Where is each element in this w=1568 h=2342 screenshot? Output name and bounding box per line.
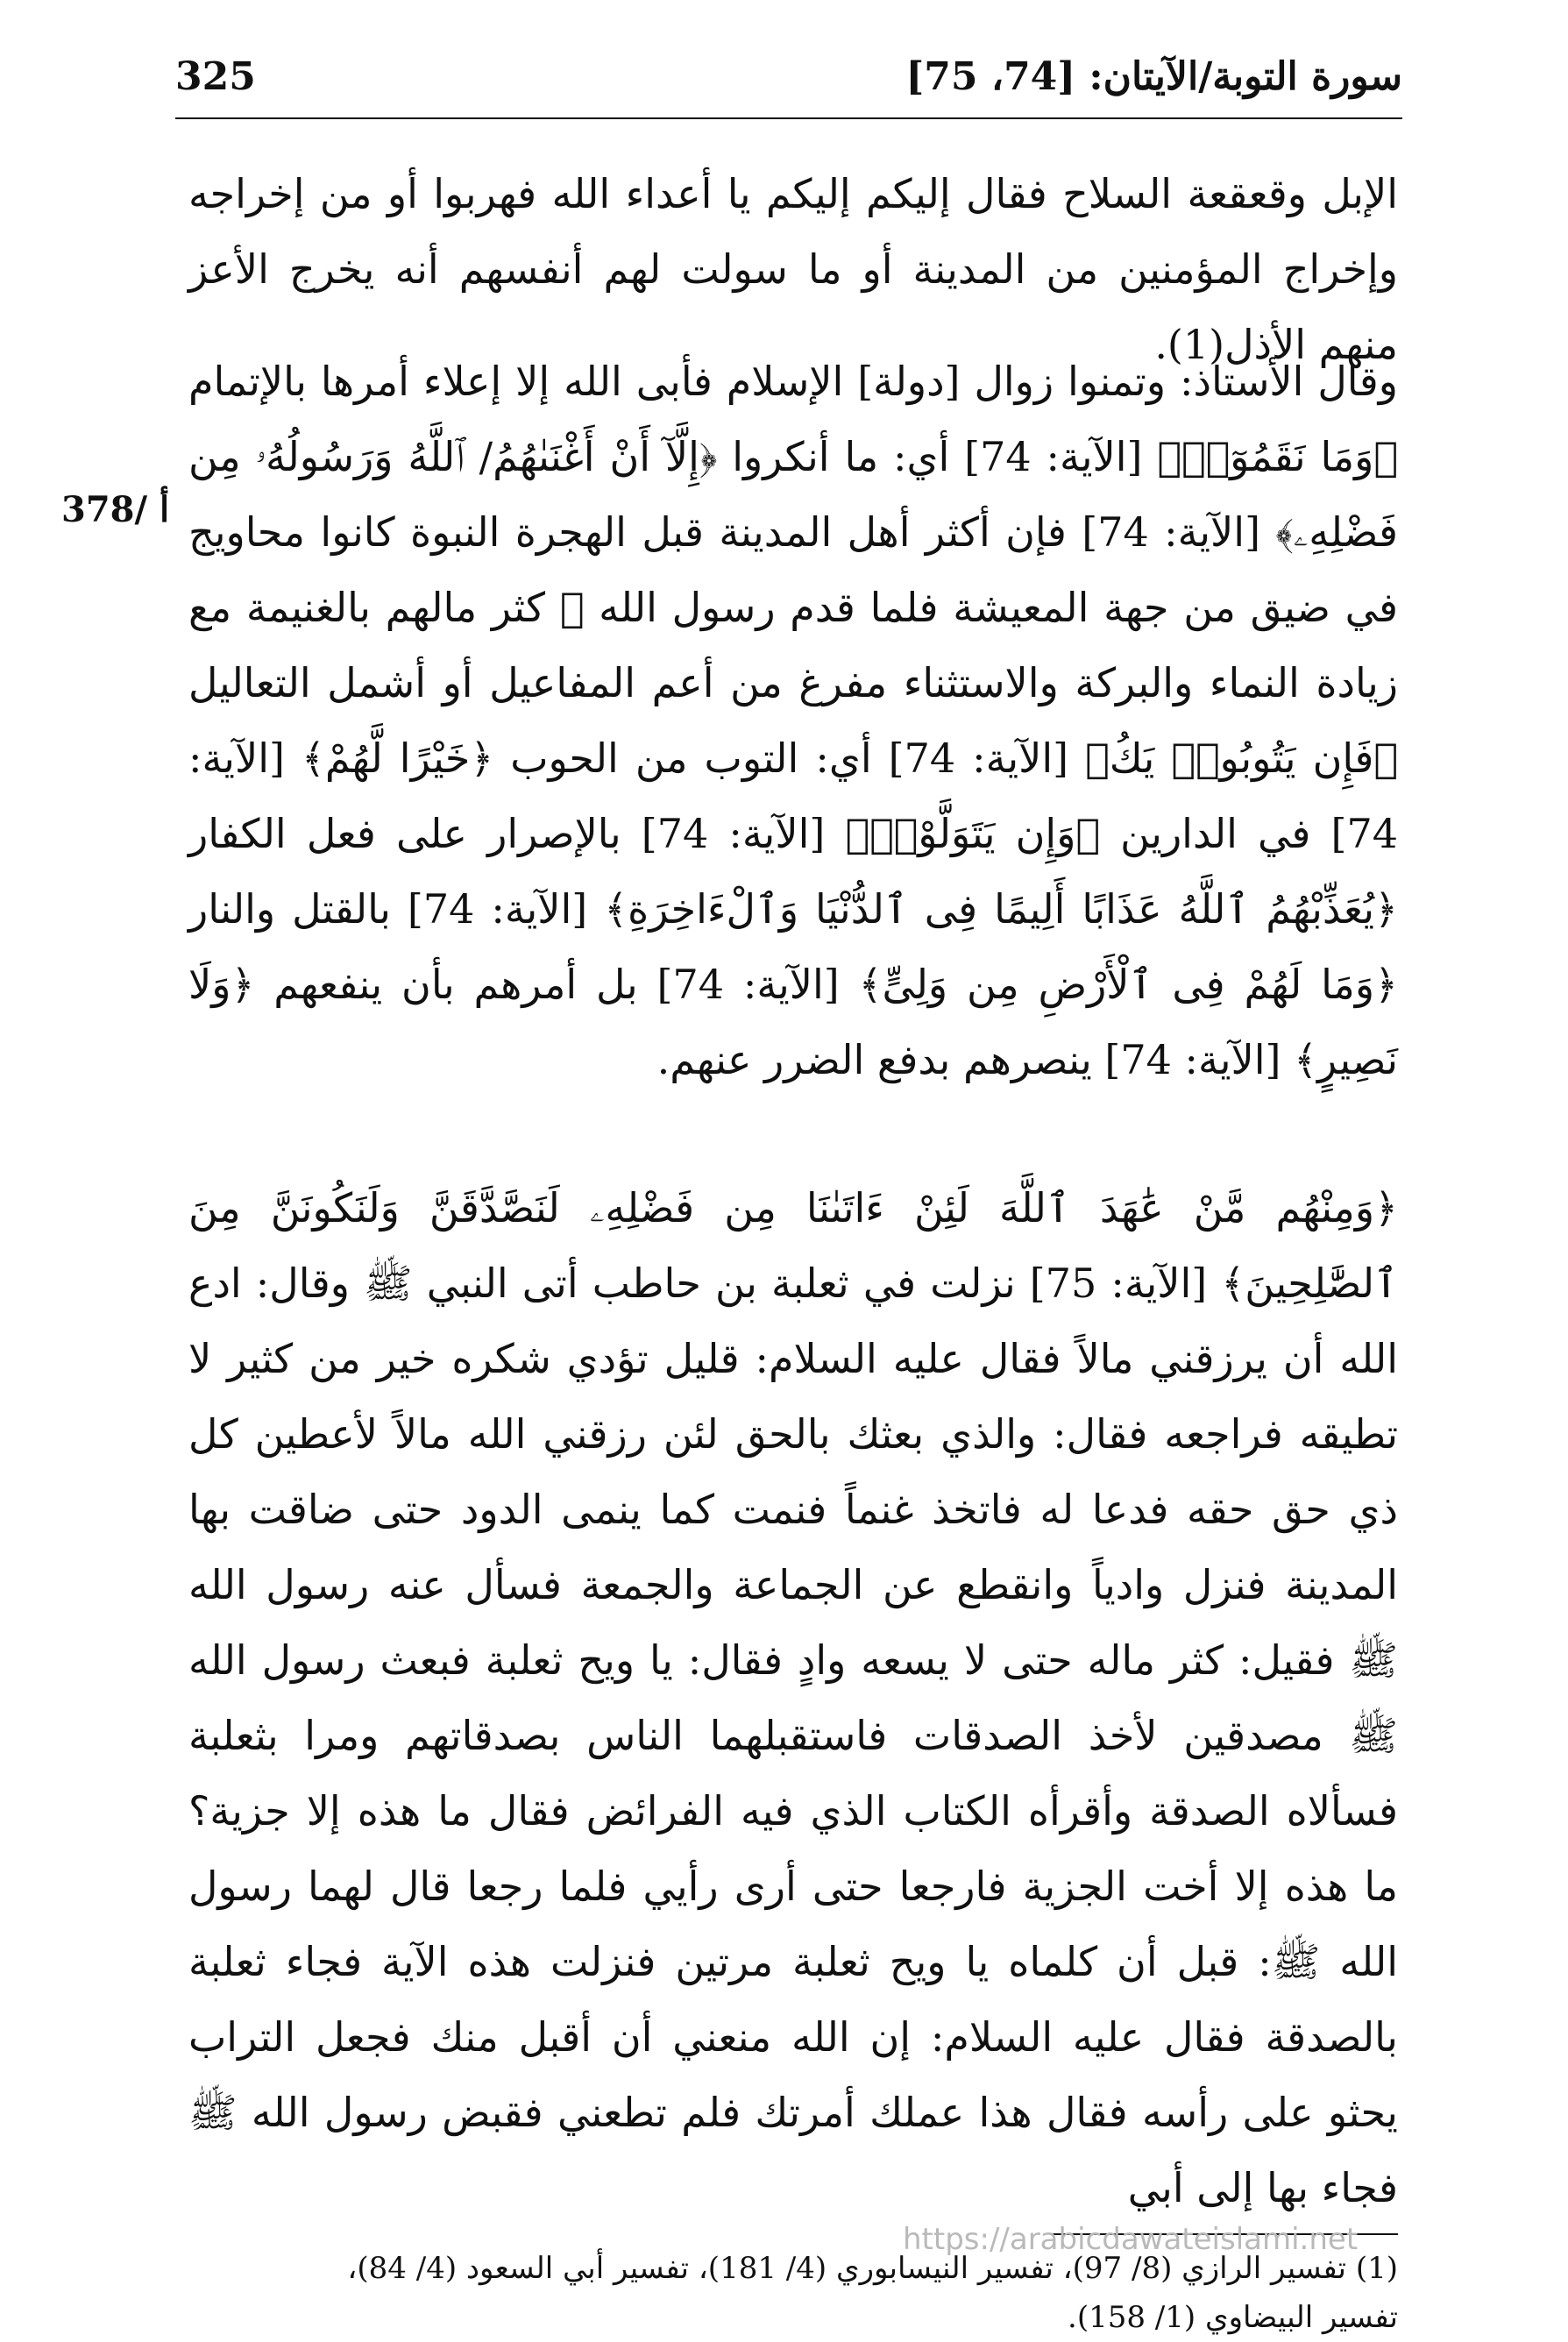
footnote-line-1: (1) تفسير الرازي (8/ 97)، تفسير النيسابوري (4/ 181)، تفسير أبي السعود (4/ 84)، bbox=[347, 2251, 1398, 2286]
commentary-paragraph bbox=[188, 344, 1398, 1097]
manuscript-folio-marker: 378/ أ bbox=[61, 489, 170, 530]
header-divider bbox=[175, 117, 1402, 119]
running-header bbox=[175, 54, 1402, 116]
footnotes bbox=[188, 2244, 1398, 2342]
surah-header-title: سورة التوبة/الآيتان: [74، 75] bbox=[905, 54, 1402, 99]
intro-paragraph-text: الإبل وقعقعة السلاح فقال إليكم إليكم يا أعداء الله فهربوا أو من إخراجه وإخراج المؤمنين من المدينة أو ما سولت لهم أنفسهم أنه يخرج الأعز منهم الأذل(1). bbox=[188, 170, 1398, 368]
footnote-line-2: تفسير البيضاوي (1/ 158). bbox=[1068, 2300, 1398, 2335]
commentary-paragraph-text: وقال الأستاذ: وتمنوا زوال [دولة] الإسلام فأبى الله إلا إعلاء أمرها بالإتمام ﴿وَمَا نَقَمُوٓا۟﴾ [الآية: 74] أي: ما أنكروا ﴿إِلَّآ أَنْ أَغْنَىٰهُمُ/ ٱللَّهُ وَرَسُولُهُۥ مِن فَضْلِهِۦ﴾ [الآية: 74] فإن أكثر أهل المدينة قبل الهجرة النبوة كانوا محاويج في ضيق من جهة المعيشة فلما قدم رسول الله ﷺ كثر مالهم بالغنيمة مع زيادة النماء والبركة والاستثناء مفرغ من أعم المفاعيل أو أشمل التعاليل ﴿فَإِن يَتُوبُوا۟ يَكُ﴾ [الآية: 74] أي: التوب من الحوب ﴿خَيْرًا لَّهُمْ﴾ [الآية: 74] في الدارين ﴿وَإِن يَتَوَلَّوْا۟﴾ [الآية: 74] بالإصرار على فعل الكفار ﴿يُعَذِّبْهُمُ ٱللَّهُ عَذَابًا أَلِيمًا فِى ٱلدُّنْيَا وَٱلْءَاخِرَةِ﴾ [الآية: 74] بالقتل والنار ﴿وَمَا لَهُمْ فِى ٱلْأَرْضِ مِن وَلِىٍّ﴾ [الآية: 74] بل أمرهم بأن ينفعهم ﴿وَلَا نَصِيرٍ﴾ [الآية: 74] ينصرهم بدفع الضرر عنهم. bbox=[188, 358, 1399, 1083]
verse-commentary-text: ﴿وَمِنْهُم مَّنْ عَٰهَدَ ٱللَّهَ لَئِنْ ءَاتَىٰنَا مِن فَضْلِهِۦ لَنَصَّدَّقَنَّ وَلَنَكُونَنَّ مِنَ ٱلصَّٰلِحِينَ﴾ [الآية: 75] نزلت في ثعلبة بن حاطب أتى النبي ﷺ وقال: ادع الله أن يرزقني مالاً فقال عليه السلام: قليل تؤدي شكره خير من كثير لا تطيقه فراجعه فقال: والذي بعثك بالحق لئن رزقني الله مالاً لأعطين كل ذي حق حقه فدعا له فاتخذ غنماً فنمت كما ينمى الدود حتى ضاقت بها المدينة فنزل وادياً وانقطع عن الجماعة والجمعة فسأل عنه رسول الله ﷺ فقيل: كثر ماله حتى لا يسعه وادٍ فقال: يا ويح ثعلبة فبعث رسول الله ﷺ مصدقين لأخذ الصدقات فاستقبلهما الناس بصدقاتهم ومرا بثعلبة فسألاه الصدقة وأقرأه الكتاب الذي فيه الفرائض فقال ما هذه إلا جزية؟ ما هذه إلا أخت الجزية فارجعا حتى أرى رأيي فلما رجعا قال لهما رسول الله ﷺ: قبل أن كلماه يا ويح ثعلبة مرتين فنزلت هذه الآية فجاء ثعلبة بالصدقة فقال عليه السلام: إن الله منعني أن أقبل منك فجعل التراب يحثو على رأسه فقال هذا عملك أمرتك فلم تطعني فقبض رسول الله ﷺ فجاء بها إلى أبي bbox=[188, 1184, 1398, 2211]
verse-commentary-paragraph bbox=[188, 1170, 1398, 2225]
page-number: 325 bbox=[175, 54, 256, 99]
source-watermark: https://arabicdawateislami.net bbox=[903, 2222, 1359, 2257]
